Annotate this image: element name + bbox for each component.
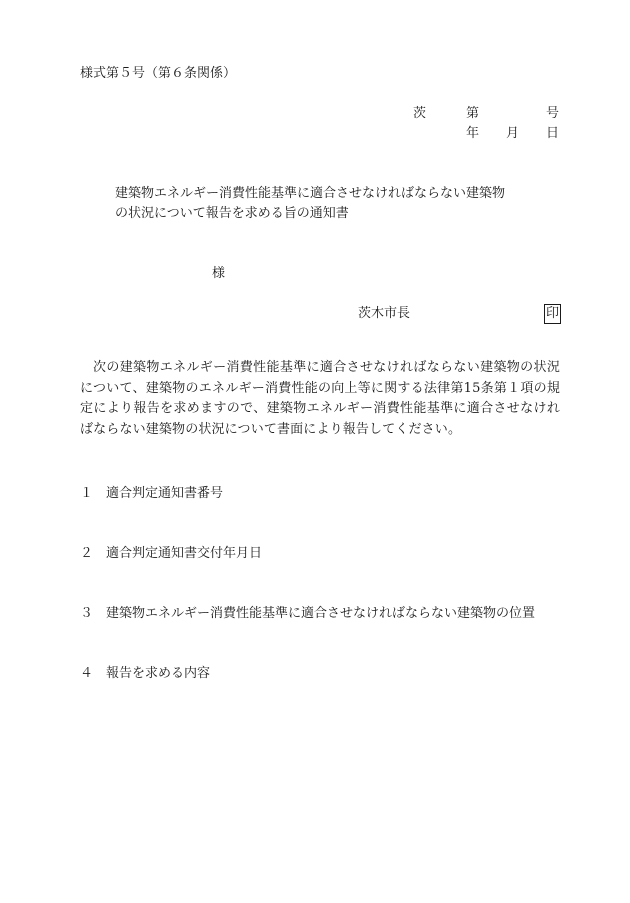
list-item [80,606,535,622]
item-number: ２ [80,546,94,561]
seal-mark: 印 [544,304,561,324]
form-number: 様式第５号（第６条関係） [80,66,237,81]
item-number: １ [80,486,94,501]
item-number: ４ [80,666,94,681]
list-item [80,546,262,562]
item-label: 報告を求める内容 [106,666,211,681]
item-label: 適合判定通知書交付年月日 [106,546,263,561]
document-number-dai: 第 [466,106,480,121]
item-label: 適合判定通知書番号 [106,486,224,501]
list-item [80,666,210,682]
date-month: 月 [506,126,520,141]
addressee-honorific: 様 [212,266,226,281]
body-paragraph: 次の建築物エネルギー消費性能基準に適合させなければならない建築物の状況について、建築物のエネルギー消費性能の向上等に関する法律第15条第１項の規定により報告を求めますので、建築物エネルギー消費性能基準に適合させなければならない建築物の状況について書面により報告してください。 [80,360,560,437]
document-number-prefix: 茨 [413,106,427,121]
list-item [80,486,223,502]
date-day: 日 [546,126,560,141]
item-number: ３ [80,606,94,621]
issuer-name: 茨木市長 [358,306,411,321]
date-year: 年 [466,126,480,141]
item-label: 建築物エネルギー消費性能基準に適合させなければならない建築物の位置 [106,606,536,621]
document-title-line2: の状況について報告を求める旨の通知書 [115,206,349,221]
document-title-line1: 建築物エネルギー消費性能基準に適合させなければならない建築物 [115,186,506,201]
document-number-go: 号 [546,106,560,121]
